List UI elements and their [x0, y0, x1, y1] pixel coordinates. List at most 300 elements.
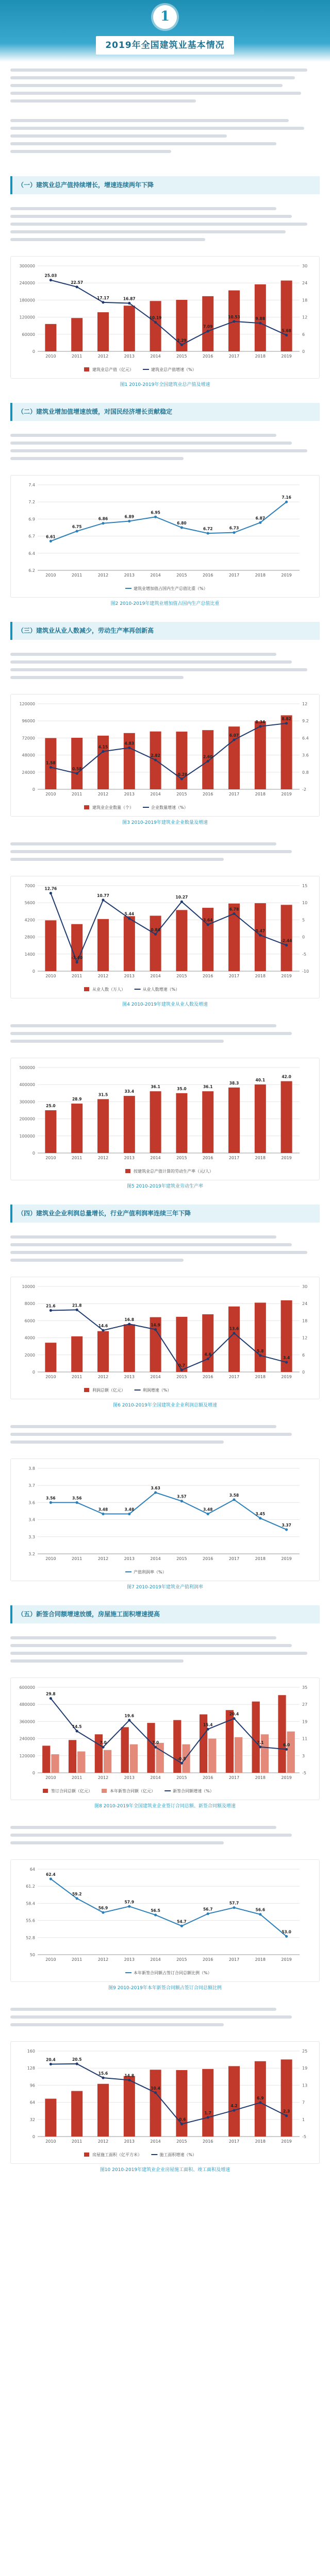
section-title: （一）建筑业总产值持续增长，增速连续两年下降	[10, 176, 320, 194]
data-label: 4.6	[204, 1352, 211, 1357]
line-point	[233, 738, 235, 741]
data-label: 20.4	[229, 1711, 239, 1717]
bar	[202, 2069, 213, 2137]
bar	[202, 730, 213, 789]
bar	[121, 1727, 129, 1773]
x-tick-label: 2018	[255, 1957, 266, 1962]
x-tick-label: 2012	[97, 572, 109, 578]
x-tick-label: 2016	[203, 1155, 213, 1160]
y2-tick-label: 19	[302, 2066, 308, 2071]
line-point	[128, 746, 130, 749]
line-point	[154, 1745, 157, 1748]
series-line	[51, 1879, 286, 1936]
bar	[252, 1701, 260, 1772]
x-tick-label: 2018	[255, 1775, 266, 1780]
body-paragraph	[10, 646, 320, 689]
x-tick-label: 2012	[97, 1556, 109, 1561]
data-label: 57.9	[124, 1900, 135, 1905]
chart-c9	[13, 1863, 320, 1981]
y-tick-label: 200000	[19, 1116, 35, 1122]
data-label: 4.2	[230, 2103, 238, 2108]
data-label: 6.95	[151, 510, 160, 515]
data-label: -2.44	[280, 938, 292, 943]
line-point	[259, 1517, 261, 1519]
data-label: 29.8	[46, 1691, 56, 1697]
y-tick-label: 1400	[24, 952, 35, 957]
line-point	[154, 1491, 157, 1494]
bar	[150, 1091, 161, 1153]
bar	[156, 1743, 164, 1773]
x-tick-label: 2019	[281, 1957, 292, 1962]
y-tick-label: 5600	[24, 900, 35, 905]
x-tick-label: 2013	[124, 353, 135, 359]
line-point	[259, 521, 261, 523]
line-point	[76, 961, 78, 963]
x-tick-label: 2010	[45, 1775, 56, 1780]
legend-label: 建筑业总产值增速（%）	[151, 367, 196, 372]
series-line	[51, 502, 286, 541]
legend-label: 利润增速（%）	[142, 1387, 172, 1393]
data-label: -0.6	[177, 2117, 186, 2122]
data-label: 0.58	[72, 766, 82, 771]
line-point	[207, 2116, 209, 2119]
y-tick-label: 3.4	[28, 1517, 35, 1522]
legend-label: 本年新签合同额占签订合同总额比例（%）	[134, 1970, 212, 1975]
x-tick-label: 2019	[281, 1374, 292, 1379]
bar	[255, 1084, 266, 1153]
data-label: 40.1	[255, 1077, 266, 1082]
chart-container	[10, 1459, 320, 1581]
y2-tick-label: 10	[302, 900, 308, 905]
line-point	[50, 1697, 52, 1700]
x-tick-label: 2019	[281, 1556, 292, 1561]
legend-swatch	[43, 1789, 48, 1793]
data-label: 3.48	[98, 1507, 108, 1512]
line-point	[102, 1329, 104, 1331]
bar	[71, 318, 82, 351]
data-label: 3.57	[177, 1494, 187, 1499]
line-point	[259, 934, 261, 936]
legend-swatch	[84, 2153, 89, 2157]
line-point	[76, 285, 78, 288]
bar	[255, 1302, 266, 1372]
line-point	[50, 892, 52, 894]
x-tick-label: 2015	[176, 973, 187, 978]
y-tick-label: 52.8	[26, 1935, 35, 1940]
bar	[71, 2091, 82, 2136]
x-tick-label: 2012	[97, 1374, 109, 1379]
x-tick-label: 2014	[150, 791, 161, 796]
bar	[202, 1091, 213, 1153]
y-tick-label: 64	[29, 2100, 35, 2105]
data-label: 5.68	[282, 328, 291, 333]
chart-caption: 图7 2010-2019年建筑业产值利润率	[127, 1584, 203, 1590]
series-line	[51, 1493, 286, 1530]
y-tick-label: 6.4	[28, 551, 35, 556]
bar	[281, 1081, 292, 1153]
y-tick-label: 128	[27, 2066, 35, 2071]
legend-label: 从业人数（万人）	[92, 987, 125, 992]
y-tick-label: 3.2	[28, 1551, 35, 1556]
section-title: （三）建筑业从业人数减少，劳动生产率再创新高	[10, 622, 320, 640]
x-tick-label: 2011	[72, 1957, 82, 1962]
line-point	[207, 1727, 209, 1730]
bar	[45, 324, 56, 351]
line-point	[207, 1912, 209, 1915]
bar	[97, 919, 109, 971]
body-paragraph	[10, 1018, 320, 1053]
bar	[71, 924, 82, 971]
chart-caption: 图8 2010-2019年全国建筑业企业签订合同总额、新签合同额及增速	[94, 1803, 236, 1809]
data-label: 5.8	[257, 1348, 264, 1353]
x-tick-label: 2012	[97, 791, 109, 796]
y-tick-label: 360000	[19, 1719, 35, 1724]
data-label: 20.5	[72, 2057, 82, 2062]
data-label: 6.86	[98, 516, 108, 521]
line-point	[154, 2091, 157, 2094]
line-point	[128, 1513, 130, 1515]
line-point	[207, 532, 209, 534]
y-tick-label: 120000	[19, 701, 35, 706]
line-point	[154, 321, 157, 324]
y2-tick-label: 3.6	[302, 753, 309, 758]
x-tick-label: 2011	[72, 791, 82, 796]
bar	[176, 2070, 187, 2137]
data-label: 25.0	[46, 1103, 56, 1108]
x-tick-label: 2015	[176, 1957, 187, 1962]
y-tick-label: 32	[29, 2117, 35, 2122]
chart-c1	[13, 260, 320, 378]
y-tick-label: 72000	[22, 735, 35, 740]
x-tick-label: 2011	[72, 2139, 82, 2144]
y2-tick-label: 18	[302, 298, 308, 303]
y2-tick-label: 35	[302, 1685, 308, 1690]
bar	[77, 1751, 85, 1773]
y2-tick-label: 1	[302, 2117, 305, 2122]
data-label: 10.53	[228, 314, 240, 319]
body-paragraph	[10, 1819, 320, 1854]
x-tick-label: 2011	[72, 973, 82, 978]
data-label: 3.63	[151, 1485, 160, 1490]
y2-tick-label: 7	[302, 2100, 305, 2105]
x-tick-label: 2016	[203, 1957, 213, 1962]
chart-container	[10, 2041, 320, 2164]
data-label: 7.0	[100, 1740, 107, 1745]
series-line	[51, 280, 286, 345]
x-tick-label: 2013	[124, 572, 135, 578]
data-label: 15.4	[203, 1722, 213, 1727]
y-tick-label: 96000	[22, 718, 35, 723]
line-point	[154, 515, 157, 518]
y-tick-label: 0	[32, 2134, 35, 2139]
x-tick-label: 2016	[203, 1775, 213, 1780]
series-line	[51, 2064, 286, 2124]
x-tick-label: 2014	[150, 353, 161, 359]
bar	[287, 1731, 295, 1772]
legend-label: 利润总额（亿元）	[92, 1387, 125, 1393]
bar	[124, 2076, 135, 2136]
line-point	[76, 1501, 78, 1504]
data-label: 1.7	[204, 2110, 211, 2115]
x-tick-label: 2015	[176, 1556, 187, 1561]
chart-c6	[13, 1280, 320, 1399]
legend-swatch	[84, 805, 89, 809]
bar	[45, 920, 56, 971]
legend-label: 建筑业增加值占国内生产总值比重（%）	[134, 586, 208, 591]
x-tick-label: 2010	[45, 2139, 56, 2144]
x-tick-label: 2013	[124, 1155, 135, 1160]
x-tick-label: 2016	[203, 791, 213, 796]
y2-tick-label: 12	[302, 701, 308, 706]
legend-swatch	[84, 367, 89, 371]
data-label: 6.72	[203, 526, 213, 531]
data-label: 10.4	[151, 2086, 160, 2091]
series-line	[51, 893, 286, 962]
y-tick-label: 3.7	[28, 1483, 35, 1488]
chart-container	[10, 1859, 320, 1982]
data-label: 17.17	[97, 295, 109, 300]
line-point	[233, 912, 235, 915]
x-tick-label: 2018	[255, 572, 266, 578]
x-tick-label: 2017	[228, 572, 240, 578]
bar	[150, 916, 161, 971]
report-sections	[0, 176, 330, 2175]
hero-banner	[0, 0, 330, 62]
bar	[150, 2070, 161, 2137]
line-point	[259, 321, 261, 324]
bar	[42, 1745, 50, 1773]
x-tick-label: 2010	[45, 1155, 56, 1160]
x-tick-label: 2010	[45, 1556, 56, 1561]
chart-c2	[13, 479, 320, 597]
line-point	[50, 2063, 52, 2065]
data-label: 56.7	[203, 1907, 213, 1912]
x-tick-label: 2015	[176, 353, 187, 359]
x-tick-label: 2012	[97, 1155, 109, 1160]
bar	[255, 721, 266, 789]
data-label: 3.64	[203, 918, 213, 923]
y2-tick-label: -2	[302, 787, 306, 792]
x-tick-label: 2014	[150, 2139, 161, 2144]
bar	[97, 2084, 109, 2137]
x-tick-label: 2012	[97, 1775, 109, 1780]
data-label: 2.3	[283, 2109, 290, 2114]
legend-swatch	[84, 987, 89, 991]
data-label: 14.9	[151, 1323, 160, 1328]
bar	[124, 1324, 135, 1372]
y-tick-label: 3.6	[28, 1500, 35, 1505]
bar	[176, 1093, 187, 1153]
line-point	[154, 1328, 157, 1331]
y-tick-label: 3.3	[28, 1534, 35, 1539]
legend-swatch	[84, 1388, 89, 1392]
bar	[176, 732, 187, 789]
line-point	[259, 1354, 261, 1357]
data-label: 3.48	[124, 1507, 135, 1512]
x-tick-label: 2018	[255, 2139, 266, 2144]
bar	[202, 908, 213, 971]
data-label: 6.87	[255, 516, 266, 521]
x-tick-label: 2010	[45, 1957, 56, 1962]
x-tick-label: 2013	[124, 973, 135, 978]
bar	[202, 1314, 213, 1372]
x-tick-label: 2014	[150, 1556, 161, 1561]
line-point	[128, 1905, 130, 1907]
x-tick-label: 2017	[228, 1155, 240, 1160]
data-label: 20.4	[46, 2057, 56, 2062]
line-point	[180, 900, 183, 903]
x-tick-label: 2019	[281, 1155, 292, 1160]
y-tick-label: 480000	[19, 1702, 35, 1707]
line-point	[233, 320, 235, 323]
x-tick-label: 2018	[255, 1556, 266, 1561]
data-label: 10.27	[175, 894, 188, 900]
data-label: 14.8	[124, 2073, 135, 2078]
bar	[202, 296, 213, 351]
line-point	[50, 1309, 52, 1312]
y-tick-label: 240000	[19, 280, 35, 285]
bar	[51, 1754, 59, 1773]
x-tick-label: 2016	[203, 1556, 213, 1561]
y-tick-label: 600000	[19, 1685, 35, 1690]
x-tick-label: 2010	[45, 353, 56, 359]
y-tick-label: 160	[27, 2048, 35, 2054]
x-tick-label: 2014	[150, 572, 161, 578]
data-label: 14.5	[72, 1724, 82, 1729]
data-label: 36.1	[151, 1084, 160, 1089]
line-point	[207, 1358, 209, 1360]
y2-tick-label: 6	[302, 1352, 305, 1358]
data-label: -0.28	[176, 772, 188, 777]
x-tick-label: 2011	[72, 572, 82, 578]
y-tick-label: 10000	[22, 1284, 35, 1289]
x-tick-label: 2015	[176, 572, 187, 578]
data-label: 6.75	[72, 524, 82, 529]
x-tick-label: 2012	[97, 1957, 109, 1962]
x-tick-label: 2015	[176, 791, 187, 796]
line-point	[207, 923, 209, 926]
chart-container	[10, 1677, 320, 1800]
legend-label: 本年新签合同额（亿元）	[110, 1788, 155, 1793]
y2-tick-label: -10	[302, 969, 309, 974]
y2-tick-label: 25	[302, 2048, 308, 2054]
y-tick-label: 6.7	[28, 534, 35, 539]
line-point	[102, 1745, 104, 1748]
data-label: -0.5	[177, 1756, 186, 1761]
data-label: 3.56	[72, 1496, 82, 1501]
line-point	[128, 302, 130, 304]
x-tick-label: 2015	[176, 1374, 187, 1379]
bar	[228, 1088, 240, 1153]
y-tick-label: 300000	[19, 263, 35, 268]
line-point	[128, 2079, 130, 2081]
line-point	[102, 750, 104, 752]
body-paragraph	[10, 836, 320, 871]
data-label: 0.47	[255, 928, 266, 933]
data-label: 10.19	[149, 315, 162, 320]
line-point	[102, 1911, 104, 1913]
x-tick-label: 2011	[72, 1155, 82, 1160]
line-point	[154, 758, 157, 761]
line-point	[50, 539, 52, 542]
body-paragraph	[10, 1229, 320, 1272]
y2-tick-label: 0.8	[302, 770, 309, 775]
y-tick-label: 100000	[19, 1133, 35, 1139]
data-label: 15.6	[98, 2071, 108, 2076]
line-point	[128, 917, 130, 920]
chart-caption: 图9 2010-2019年本年新签合同额占签订合同总额比例	[108, 1985, 222, 1991]
legend-swatch	[125, 1169, 130, 1173]
x-tick-label: 2015	[176, 1775, 187, 1780]
series-line	[51, 1698, 286, 1763]
x-tick-label: 2019	[281, 1775, 292, 1780]
y2-tick-label: 24	[302, 1301, 308, 1306]
y-tick-label: 2800	[24, 935, 35, 940]
bar	[124, 306, 135, 351]
line-point	[285, 722, 288, 724]
line-point	[285, 944, 288, 946]
y-tick-label: 2000	[24, 1352, 35, 1358]
data-label: 3.45	[255, 1511, 266, 1516]
bar	[208, 1738, 216, 1772]
line-point	[207, 330, 209, 332]
intro-paragraph	[10, 112, 320, 163]
line-point	[259, 1745, 261, 1748]
chart-container	[10, 1058, 320, 1180]
data-label: 13.6	[229, 1326, 239, 1331]
series-line	[51, 723, 286, 779]
y-tick-label: 6.2	[28, 568, 35, 573]
x-tick-label: 2013	[124, 1374, 135, 1379]
chart-caption: 图5 2010-2019年建筑业劳动生产率	[127, 1183, 203, 1189]
y-tick-label: 0	[32, 1150, 35, 1156]
x-tick-label: 2014	[150, 973, 161, 978]
line-point	[233, 2109, 235, 2111]
line-point	[50, 766, 52, 768]
y-tick-label: 300000	[19, 1099, 35, 1105]
line-point	[180, 2123, 183, 2125]
bar	[228, 2066, 240, 2137]
bar	[104, 1750, 111, 1772]
line-point	[180, 1924, 183, 1927]
data-label: 6.78	[229, 907, 239, 912]
legend-label: 房屋施工面积（亿平方米）	[92, 2152, 142, 2157]
x-tick-label: 2010	[45, 973, 56, 978]
line-point	[180, 1761, 183, 1764]
body-paragraph	[10, 1630, 320, 1672]
x-tick-label: 2018	[255, 1155, 266, 1160]
line-point	[233, 1717, 235, 1720]
chart-c3	[13, 698, 320, 816]
data-label: 6.61	[46, 534, 56, 539]
x-tick-label: 2014	[150, 1155, 161, 1160]
x-tick-label: 2012	[97, 2139, 109, 2144]
y-tick-label: 240000	[19, 1736, 35, 1741]
data-label: 38.3	[229, 1080, 239, 1086]
bar	[235, 1737, 242, 1772]
data-label: 16.87	[123, 296, 136, 301]
x-tick-label: 2013	[124, 1957, 135, 1962]
legend-label: 从业人数增速（%）	[142, 987, 180, 992]
bar	[69, 1740, 76, 1773]
y-tick-label: 8000	[24, 1301, 35, 1306]
line-point	[233, 1332, 235, 1334]
y2-tick-label: 19	[302, 1719, 308, 1724]
data-label: 8.82	[282, 716, 291, 721]
x-tick-label: 2015	[176, 1155, 187, 1160]
y2-tick-label: 3	[302, 1753, 305, 1758]
y-tick-label: 58.4	[26, 1901, 35, 1906]
